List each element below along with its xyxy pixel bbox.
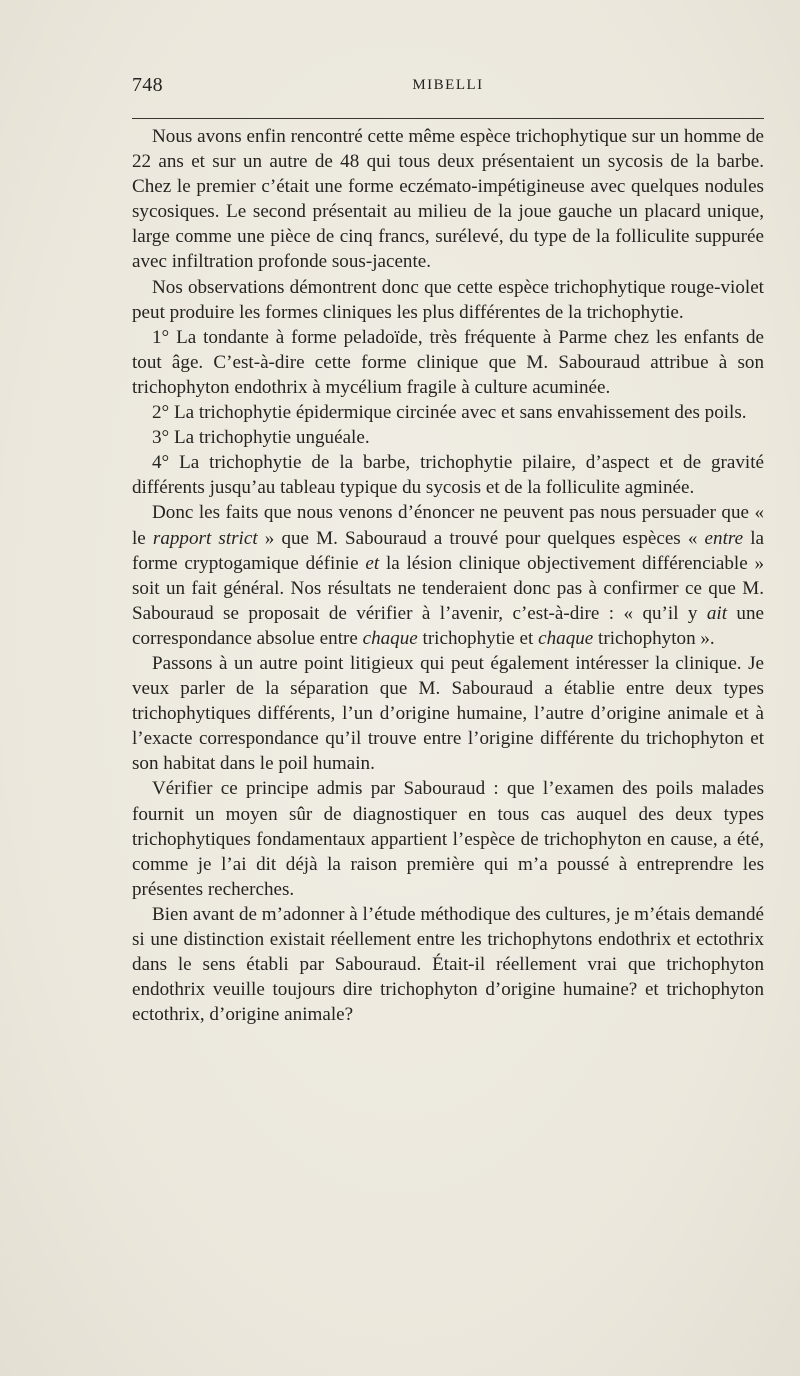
page-number: 748 [132, 74, 163, 96]
body-text [132, 124, 764, 1027]
paragraph-observations: Nos observations démontrent donc que cette espèce trichophytique rouge-violet peut produire les formes cliniques les plus différentes de la trichophytie. [132, 276, 764, 323]
paragraph-verification: Vérifier ce principe admis par Sabouraud : que l’examen des poils malades fournit un moyen sûr de diagnostiquer en tous cas auquel des deux types trichophytiques fondamentaux appartient l’espèce de trichophyton en cause, a été, comme je l’ai dit déjà la raison première qui m’a poussé à entreprendre les présentes recherches. [132, 778, 764, 900]
paragraph-item-4: 4° La trichophytie de la barbe, trichophytie pilaire, d’aspect et de gravité différents jusqu’au tableau typique du sycosis et de la folliculite agminée. [132, 452, 764, 499]
paragraph-rapport-strict: Donc les faits que nous venons d’énoncer ne peuvent pas nous persuader que « le rapport strict » que M. Sabouraud a trouvé pour quelques espèces « entre la forme cryptogamique définie et la lésion clinique objectivement différenciable » soit un fait général. Nos résultats ne tenderaient donc pas à confirmer ce que M. Sabouraud se proposait de vérifier à l’avenir, c’est-à-dire : « qu’il y ait une correspondance absolue entre chaque trichophytie et chaque trichophyton ». [132, 502, 764, 649]
paragraph-trichophyton-cases: Nous avons enfin rencontré cette même espèce trichophytique sur un homme de 22 ans et sur un autre de 48 qui tous deux présentaient un sycosis de la barbe. Chez le premier c’était une forme eczémato-impétigineuse avec quelques nodules sycosiques. Le second présentait au milieu de la joue gauche un placard unique, large comme une pièce de cinq francs, surélevé, du type de la folliculite suppurée avec infiltration profonde sous-jacente. [132, 126, 764, 273]
paragraph-item-3: 3° La trichophytie unguéale. [152, 427, 370, 449]
header-rule [132, 118, 764, 119]
paragraph-distinction: Bien avant de m’adonner à l’étude méthodique des cultures, je m’étais demandé si une distinction existait réellement entre les trichophytons endothrix et ectothrix dans le sens établi par Sabouraud. Était-il réellement vrai que trichophyton endothrix veuille toujours dire trichophyton d’origine humaine? et trichophyton ectothrix, d’origine animale? [132, 903, 764, 1026]
paragraph-item-1: 1° La tondante à forme peladoïde, très fréquente à Parme chez les enfants de tout âge. C’est-à-dire cette forme clinique que M. Sabouraud attribue à son trichophyton endothrix à mycélium fragile à culture acuminée. [132, 326, 764, 398]
paragraph-item-2: 2° La trichophytie épidermique circinée avec et sans envahissement des poils. [152, 402, 747, 424]
paragraph-separation: Passons à un autre point litigieux qui peut également intéresser la clinique. Je veux parler de la séparation que M. Sabouraud a établie entre deux types trichophytiques différents, l’un d’origine humaine, l’autre d’origine animale et à l’exacte correspondance qu’il trouve entre l’origine différente du trichophyton et son habitat dans le poil humain. [132, 652, 764, 775]
running-title: MIBELLI [412, 77, 484, 93]
page-header [132, 70, 764, 110]
